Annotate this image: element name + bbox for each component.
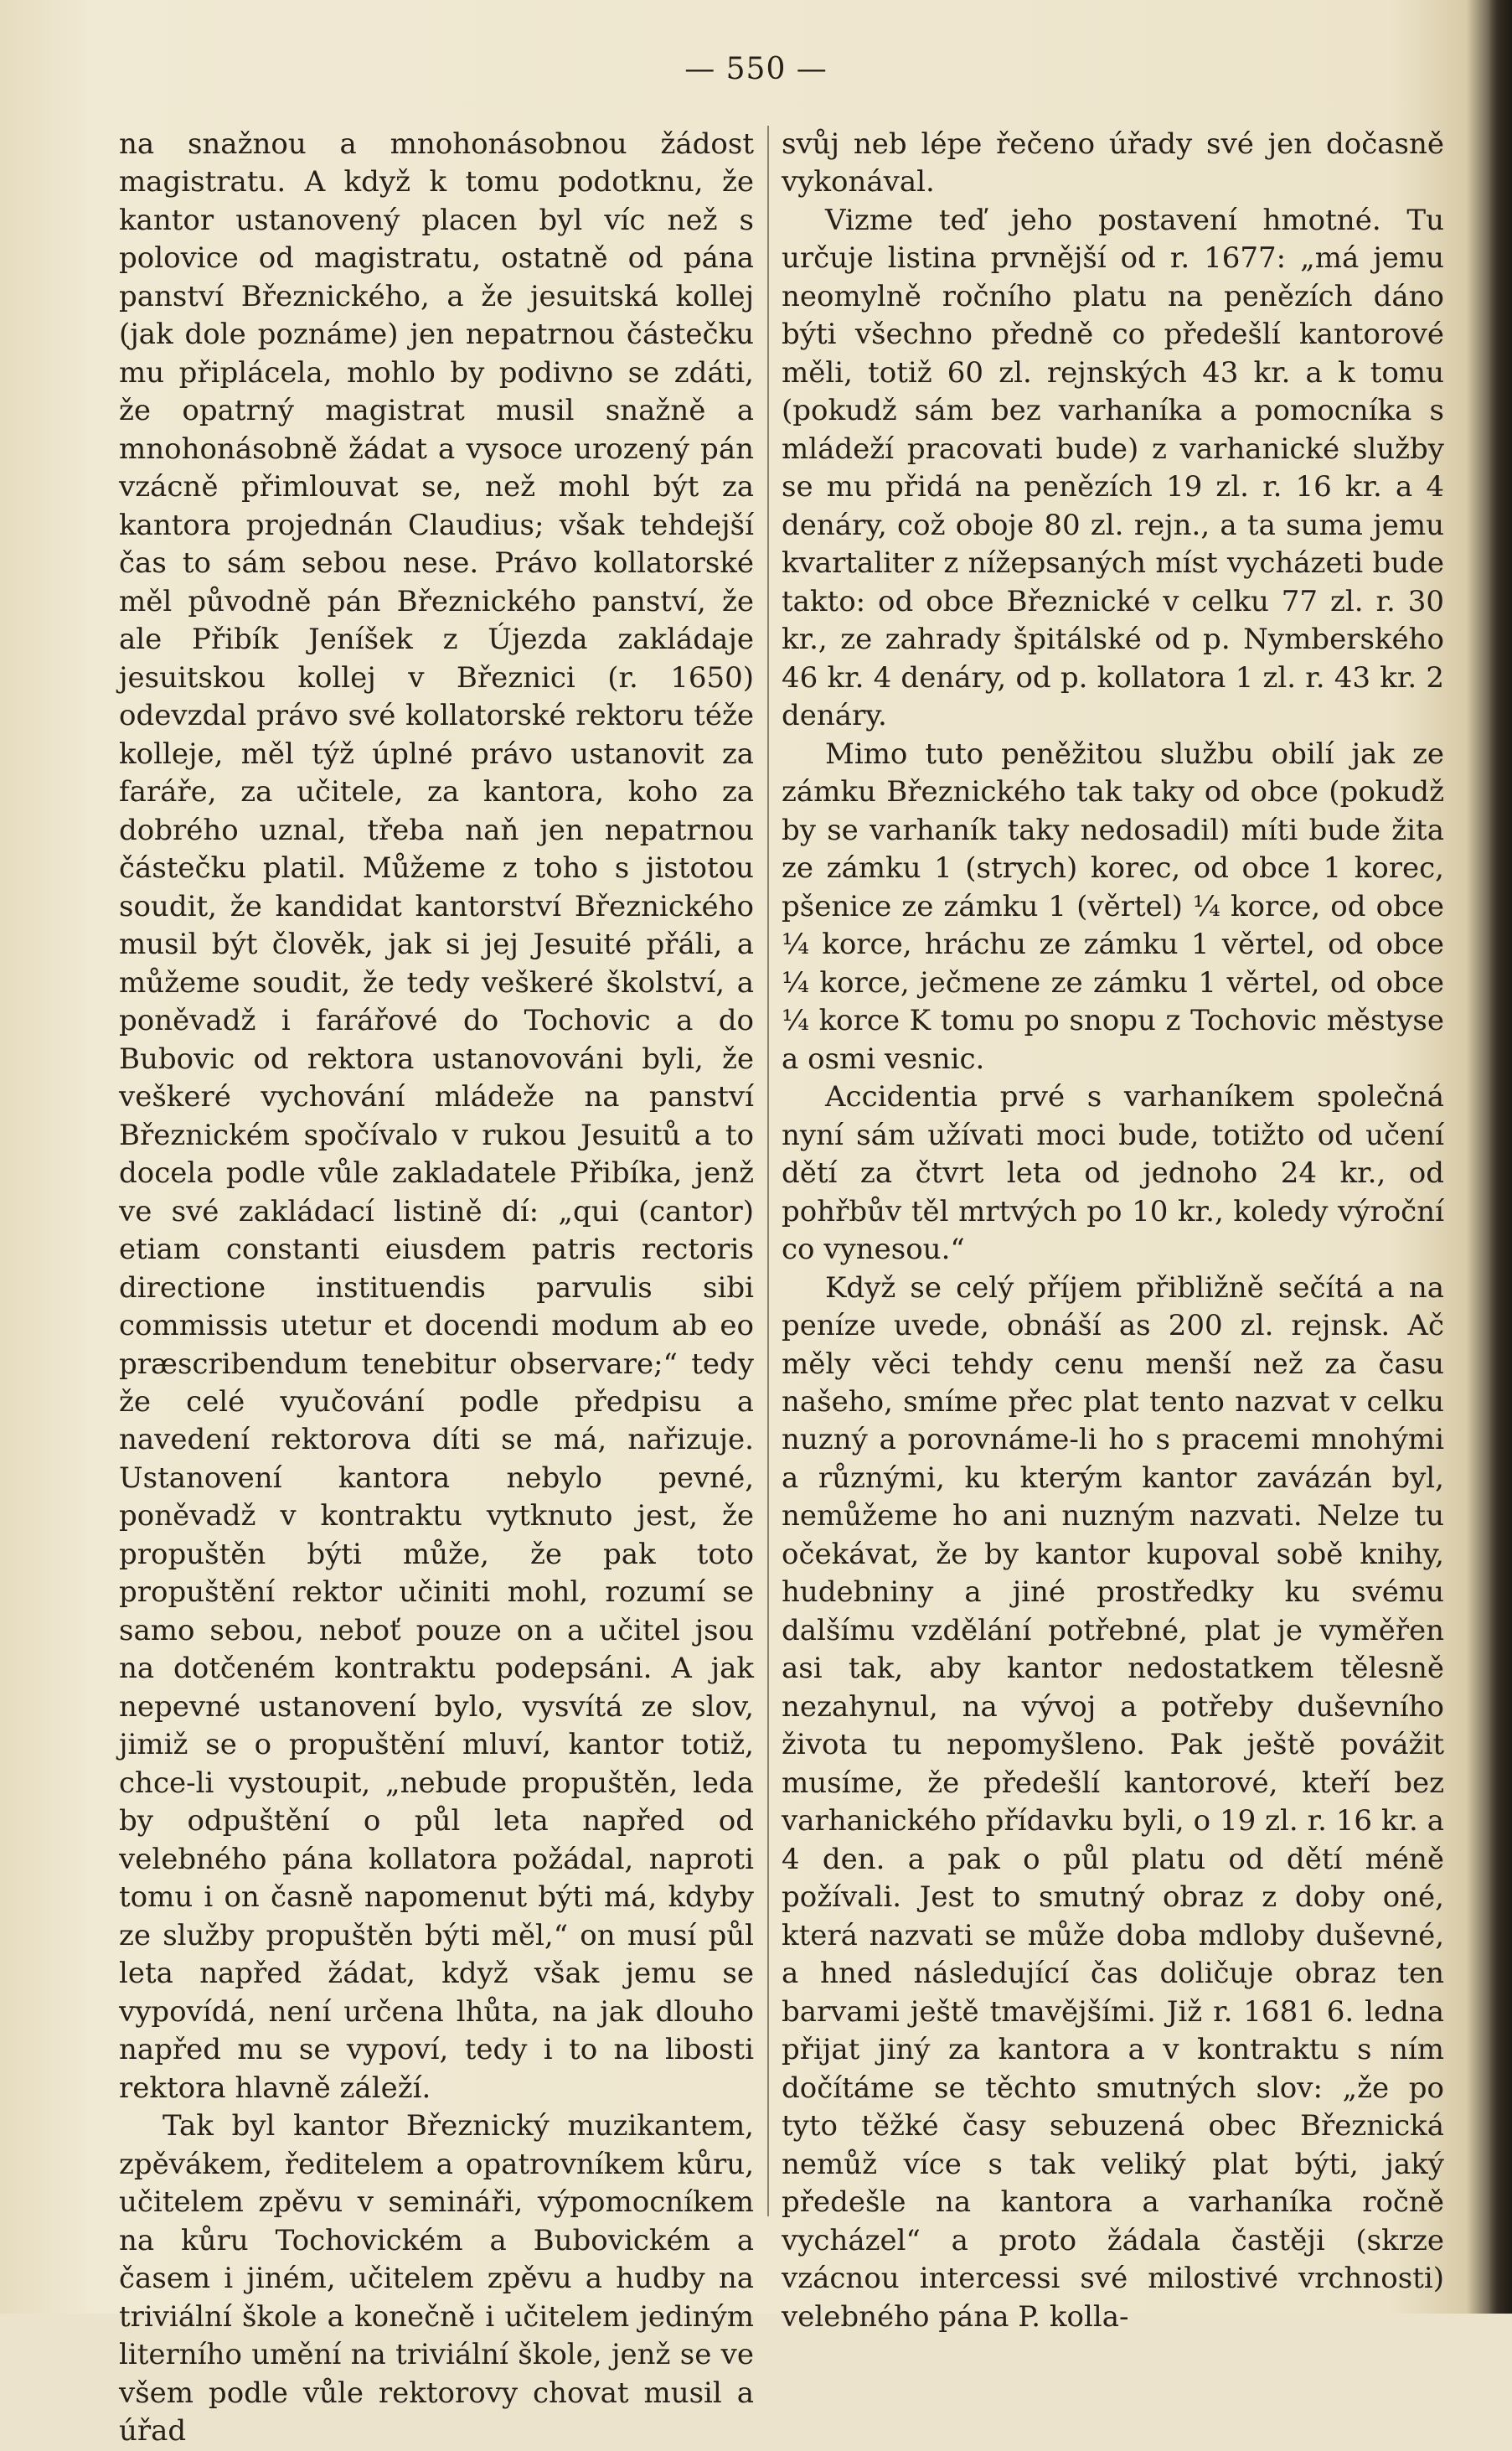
left-column [119, 126, 754, 2451]
paragraph: na snažnou a mnohonásobnou žádost magistratu. A když k tomu podotknu, že kantor ustanovený placen byl víc než s polovice od magistratu, ostatně od pána panství Březnického, a že jesuitská kollej (jak dole poznáme) jen nepatrnou částečku mu připlácela, mohlo by podivno se zdáti, že opatrný magistrat musil snažně a mnohonásobně žádat a vysoce urozený pán vzácně přimlouvat se, než mohl být za kantora projednán Claudius; však tehdejší čas to sám sebou nese. Právo kollatorské měl původně pán Březnického panství, že ale Přibík Jeníšek z Újezda zakládaje jesuitskou kollej v Březnici (r. 1650) odevzdal právo své kollatorské rektoru téže kolleje, měl týž úplné právo ustanovit za faráře, za učitele, za kantora, koho za dobrého uznal, třeba naň jen nepatrnou částečku platil. Můžeme z toho s jistotou soudit, že kandidat kantorství Březnického musil být člověk, jak si jej Jesuité přáli, a můžeme soudit, že tedy veškeré školství, a poněvadž i farářové do Tochovic a do Bubovic od rektora ustanovováni byli, že veškeré vychování mládeže na panství Březnickém spočívalo v rukou Jesuitů a to docela podle vůle zakladatele Přibíka, jenž ve své zakládací listině dí: „qui (cantor) etiam constanti eiusdem patris rectoris directione instituendis parvulis sibi commissis utetur et docendi modum ab eo præscribendum tenebitur observare;“ tedy že celé vyučování podle předpisu a navedení rektorova díti se má, nařizuje. Ustanovení kantora nebylo pevné, poněvadž v kontraktu vytknuto jest, že propuštěn býti může, že pak toto propuštění rektor učiniti mohl, rozumí se samo sebou, neboť pouze on a učitel jsou na dotčeném kontraktu podepsáni. A jak nepevné ustanovení bylo, vysvítá ze slov, jimiž se o propuštění mluví, kantor totiž, chce-li vystoupit, „nebude propuštěn, leda by odpuštění o půl leta napřed od velebného pána kollatora požádal, naproti tomu i on časně napomenut býti má, kdyby ze služby propuštěn býti měl,“ on musí půl leta napřed žádat, když však jemu se vypovídá, není určena lhůta, na jak dlouho napřed mu se vypoví, tedy i to na libosti rektora hlavně záleží. [119, 127, 754, 2105]
binding-edge-shadow [1489, 0, 1512, 2314]
right-column [782, 126, 1444, 2336]
page-number: — 550 — [684, 52, 828, 86]
paragraph: Mimo tuto peněžitou službu obilí jak ze zámku Březnického tak taky od obce (pokudž by se varhaník taky nedosadil) míti bude žita ze zámku 1 (strych) korec, od obce 1 korec, pšenice ze zámku 1 (věrtel) ¼ korce, od obce ¼ korce, hráchu ze zámku 1 věrtel, od obce ¼ korce, ječmene ze zámku 1 věrtel, od obce ¼ korce K tomu po snopu z Tochovic městyse a osmi vesnic. [782, 737, 1444, 1076]
column-divider [767, 126, 769, 2216]
paragraph: Vizme teď jeho postavení hmotné. Tu určuje listina prvnější od r. 1677: „má jemu neomylně ročního platu na penězích dáno býti všechno předně co předešlí kantorové měli, totiž 60 zl. rejnských 43 kr. a k tomu (pokudž sám bez varhaníka a pomocníka s mládeží pracovati bude) z varhanické služby se mu přidá na penězích 19 zl. r. 16 kr. a 4 denáry, což oboje 80 zl. rejn., a ta suma jemu kvartaliter z nížepsaných míst vycházeti bude takto: od obce Březnické v celku 77 zl. r. 30 kr., ze zahrady špitálské od p. Nymberského 46 kr. 4 denáry, od p. kollatora 1 zl. r. 43 kr. 2 denáry. [782, 203, 1444, 733]
paragraph: Když se celý příjem přibližně sečítá a na peníze uvede, obnáší as 200 zl. rejnsk. Ač měly věci tehdy cenu menší než za času našeho, smíme přec plat tento nazvat v celku nuzný a porovnáme-li ho s pracemi mnohými a různými, ku kterým kantor zavázán byl, nemůžeme ho ani nuzným nazvati. Nelze tu očekávat, že by kantor kupoval sobě knihy, hudebniny a jiné prostředky ku svému dalšímu vzdělání potřebné, plat je vyměřen asi tak, aby kantor nedostatkem tělesně nezahynul, na vývoj a potřeby duševního života tu nepomyšleno. Pak ještě povážit musíme, že předešlí kantorové, kteří bez varhanického přídavku byli, o 19 zl. r. 16 kr. a 4 den. a pak o půl platu od dětí méně požívali. Jest to smutný obraz z doby oné, která nazvati se může doba mdloby duševné, a hned následující čas doličuje obraz ten barvami ještě tmavějšími. Již r. 1681 6. ledna přijat jiný za kantora a v kontraktu s ním dočítáme se těchto smutných slov: „že po tyto těžké časy sebuzená obec Březnická nemůž více s tak veliký plat býti, jaký předešle na kantora a varhaníka ročně vycházel“ a proto žádala častěji (skrze vzácnou intercessi své milostivé vrchnosti) velebného pána P. kolla- [782, 1270, 1444, 2334]
paragraph: svůj neb lépe řečeno úřady své jen dočasně vykonával. [782, 127, 1444, 199]
paragraph: Accidentia prvé s varhaníkem společná nyní sám užívati moci bude, totižto od učení dětí za čtvrt leta od jednoho 24 kr., od pohřbův těl mrtvých po 10 kr., koledy výroční co vynesou.“ [782, 1080, 1444, 1267]
paragraph: Tak byl kantor Březnický muzikantem, zpěvákem, ředitelem a opatrovníkem kůru, učitelem zpěvu v semináři, výpomocníkem na kůru Tochovickém a Bubovickém a časem i jiném, učitelem zpěvu a hudby na triviální škole a konečně i učitelem jediným literního umění na triviální škole, jenž se ve všem podle vůle rektorovy chovat musil a úřad [119, 2109, 754, 2448]
